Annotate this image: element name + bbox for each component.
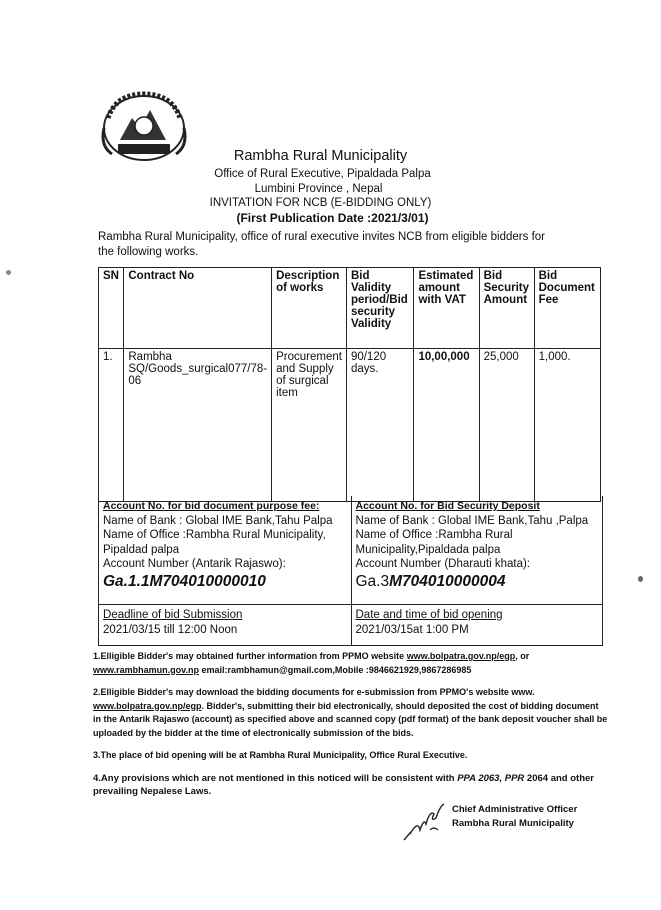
col-sn: SN [99, 268, 124, 349]
security-office-name: Name of Office :Rambha Rural Municipality,Pipaldada palpa [355, 529, 513, 556]
fee-account-heading: Account No. for bid document purpose fee: [103, 500, 320, 512]
province-line: Lumbini Province , Nepal [254, 183, 383, 195]
note-1-sep: , or [515, 651, 530, 661]
signer-org: Rambha Rural Municipality [452, 818, 574, 829]
note-3 [93, 749, 608, 763]
table-header-row [99, 268, 601, 349]
fee-account-label: Account Number (Antarik Rajaswo): [103, 558, 286, 570]
scan-speck [6, 270, 11, 275]
publication-date: (First Publication Date :2021/3/01) [236, 211, 429, 225]
note-2-text: . Bidder's, submitting their bid electronically, should deposited the cost of bidding document in the Antarik Rajaswo (account) as specified above and scanned copy (pdf format) of the bank deposit voucher shall be uploaded by the bidder at the time of electronically submission of the bids. [93, 700, 608, 738]
deadline-label: Deadline of bid Submission [103, 609, 243, 621]
invitation-title: INVITATION FOR NCB (E-BIDDING ONLY) [209, 197, 432, 209]
security-account-heading: Account No. for Bid Security Deposit [355, 500, 540, 512]
org-title: Rambha Rural Municipality [233, 148, 408, 164]
fee-account-section [99, 496, 351, 604]
signer-title: Chief Administrative Officer [452, 804, 578, 815]
egp-link[interactable]: www.bolpatra.gov.np/egp [93, 700, 202, 711]
table-row [99, 349, 601, 502]
note-1 [93, 650, 608, 677]
note-4-tail: 2064 and other prevailing Nepalese Laws. [93, 772, 594, 797]
security-bank-name: Name of Bank : Global IME Bank,Tahu ,Palpa [355, 514, 589, 527]
intro-text: Rambha Rural Municipality, office of rural executive invites NCB from eligible bidders for the following works. [98, 231, 545, 258]
scan-speck [638, 576, 643, 582]
fee-office-name: Name of Office :Rambha Rural Municipality, Pipaldad palpa [103, 529, 326, 556]
security-account-label: Account Number (Dharauti khata): [355, 558, 530, 570]
col-estimated-amount: Estimated amount with VAT [414, 268, 479, 349]
col-description: Description of works [272, 268, 347, 349]
works-table [98, 267, 601, 502]
note-1-text: 1.Elligible Bidder's may obtained further information from PPMO website [93, 651, 407, 661]
note-4-text: 4.Any provisions which are not mentioned in this noticed will be consistent with [93, 772, 458, 784]
ppmo-link[interactable]: www.bolpatra.gov.np/egp [406, 651, 516, 661]
cell-bid-security: 25,000 [479, 349, 534, 502]
security-account-digits: M704010000004 [389, 572, 506, 590]
note-2-intro: 2.Elligible Bidder's may download the bidding documents for e-submission from PPMO's website www. [93, 687, 535, 697]
signature-icon [400, 800, 450, 846]
fee-account-number: Ga.1.1M704010000010 [103, 572, 266, 590]
note-4 [93, 772, 608, 799]
fee-bank-name: Name of Bank : Global IME Bank,Tahu Palpa [103, 514, 333, 527]
cell-estimated-amount: 10,00,000 [414, 349, 479, 502]
col-doc-fee: Bid Document Fee [534, 268, 600, 349]
col-bid-security: Bid Security Amount [479, 268, 534, 349]
note-3-text: 3.The place of bid opening will be at Rambha Rural Municipality, Office Rural Executive. [93, 750, 468, 760]
cell-bid-validity: 90/120 days. [346, 349, 414, 502]
cell-description: Procurement and Supply of surgical item [272, 349, 347, 502]
opening-value: 2021/03/15at 1:00 PM [355, 623, 469, 636]
signer-block [452, 803, 577, 831]
cell-contract-no: Rambha SQ/Goods_surgical077/78-06 [124, 349, 272, 502]
cell-sn: 1. [99, 349, 124, 502]
note-4-ppa: PPA 2063, PPR [457, 772, 525, 784]
deadline-section [99, 605, 351, 645]
note-1-contact: email:rambhamun@gmail.com,Mobile :9846621929,9867286985 [199, 664, 472, 675]
notes-section [93, 650, 608, 808]
security-account-section [351, 496, 603, 604]
cell-doc-fee: 1,000. [534, 349, 600, 502]
opening-label: Date and time of bid opening [355, 609, 503, 621]
accounts-box [98, 496, 603, 646]
deadline-value: 2021/03/15 till 12:00 Noon [103, 623, 238, 636]
municipality-link[interactable]: www.rambhamun.gov.np [93, 664, 200, 675]
note-2 [93, 686, 608, 740]
security-account-number [355, 572, 599, 590]
security-account-prefix: Ga.3 [355, 572, 390, 590]
office-line: Office of Rural Executive, Pipaldada Palpa [214, 168, 431, 180]
opening-section [351, 605, 603, 645]
col-bid-validity: Bid Validity period/Bid security Validity [346, 268, 414, 349]
col-contract-no: Contract No [124, 268, 272, 349]
